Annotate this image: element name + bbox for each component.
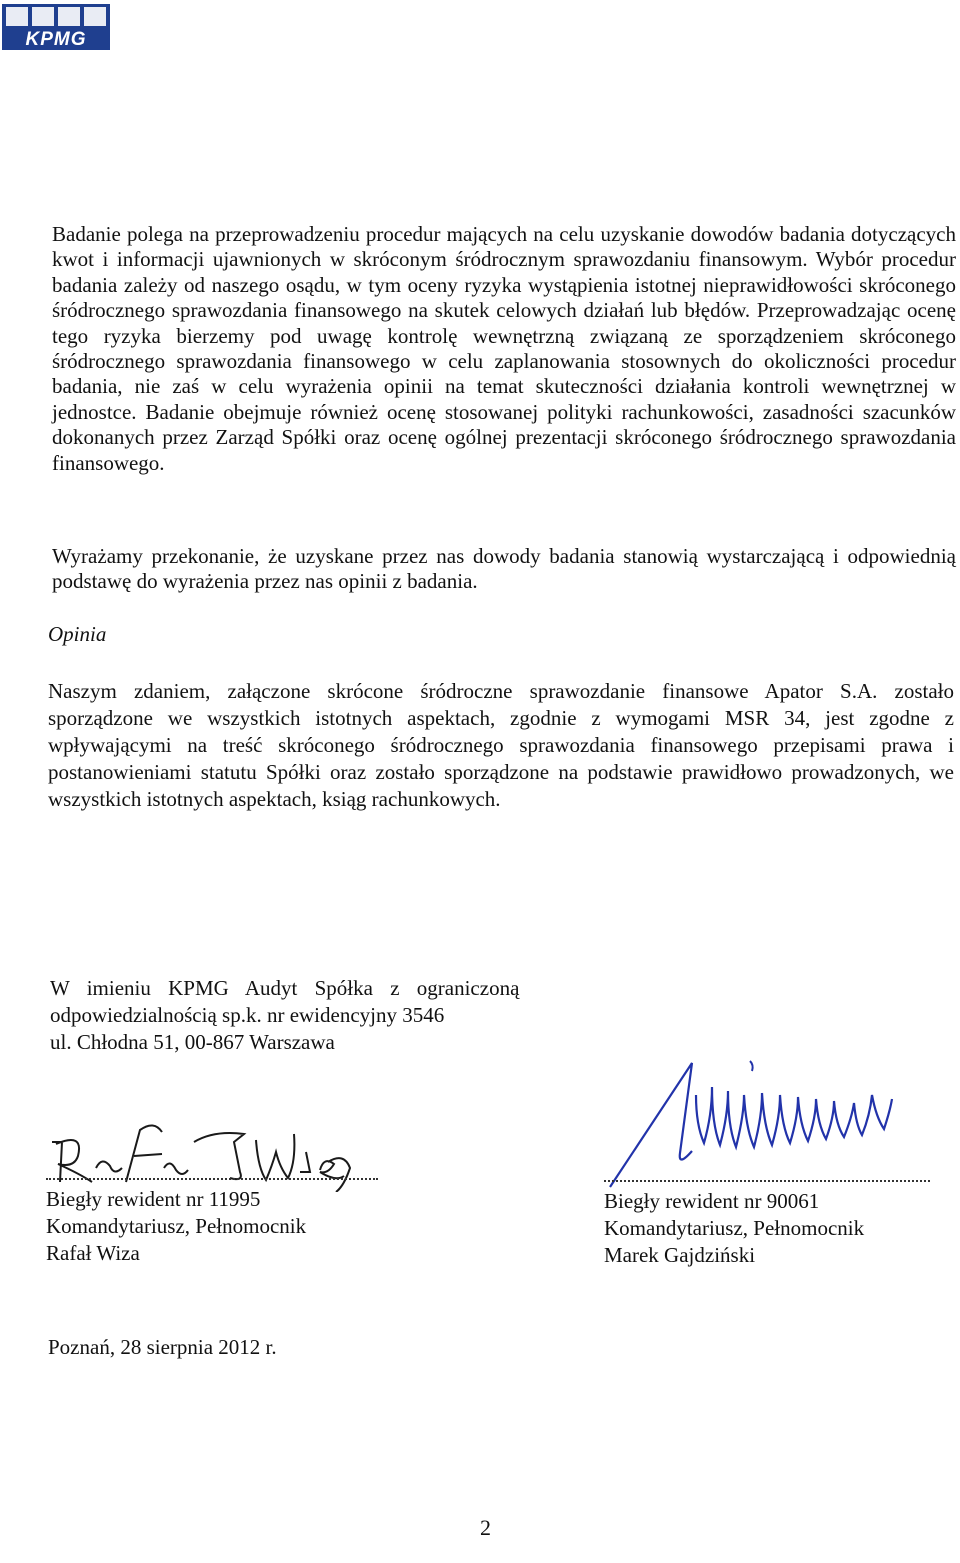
kpmg-logo	[2, 4, 110, 50]
signatory-left-title: Biegły rewident nr 11995	[46, 1187, 261, 1211]
page-number: 2	[480, 1515, 491, 1540]
firm-block	[50, 975, 610, 1056]
signatory-right-role: Komandytariusz, Pełnomocnik	[604, 1216, 865, 1240]
signatory-right-title: Biegły rewident nr 90061	[604, 1189, 820, 1213]
signatory-right-name: Marek Gajdziński	[604, 1243, 756, 1267]
evidence-paragraph: Wyrażamy przekonanie, że uzyskane przez nas dowody badania stanowią wystarczającą i odpowiednią podstawę do wyrażenia przez nas opinii z badania.	[52, 544, 956, 594]
signature-line	[46, 1178, 378, 1180]
audit-procedure-paragraph: Badanie polega na przeprowadzeniu procedur mających na celu uzyskanie dowodów badania dotyczących kwot i informacji ujawnionych w skróconym śródrocznym sprawozdaniu finansowym. Wybór procedur badania zależy od naszego osądu, w tym oceny ryzyka wystąpienia istotnej nieprawidłowości skróconego śródrocznego sprawozdania finansowego na skutek celowych działań lub błędów. Przeprowadzając ocenę tego ryzyka bierzemy pod uwagę kontrolę wewnętrzną związaną ze sporządzeniem skróconego śródrocznego sprawozdania finansowego w celu zaplanowania stosownych do okoliczności procedur badania, nie zaś w celu wyrażenia opinii na temat skuteczności działania kontroli wewnętrznej w jednostce. Badanie obejmuje również ocenę stosowanej polityki rachunkowości, zasadności szacunków dokonanych przez Zarząd Spółki oraz ocenę ogólnej prezentacji skróconego śródrocznego sprawozdania finansowego.	[52, 222, 956, 475]
signature-right	[600, 1055, 930, 1193]
firm-line-2: odpowiedzialnością sp.k. nr ewidencyjny 3546	[50, 1003, 445, 1027]
signature-line	[604, 1180, 930, 1182]
signatory-right	[604, 1180, 930, 1269]
place-date: Poznań, 28 sierpnia 2012 r.	[48, 1335, 277, 1359]
firm-line-3: ul. Chłodna 51, 00-867 Warszawa	[50, 1030, 335, 1054]
signatory-left-role: Komandytariusz, Pełnomocnik	[46, 1214, 307, 1238]
kpmg-logo-icon	[2, 4, 110, 50]
opinion-heading: Opinia	[48, 622, 107, 646]
svg-text:KPMG: KPMG	[25, 29, 87, 50]
signatory-left-name: Rafał Wiza	[46, 1241, 140, 1265]
signatory-left	[46, 1178, 378, 1267]
opinion-paragraph: Naszym zdaniem, załączone skrócone śródroczne sprawozdanie finansowe Apator S.A. zostało sporządzone we wszystkich istotnych aspektach, zgodnie z wymogami MSR 34, jest zgodne z wpływającymi na treść skróconego śródrocznego sprawozdania finansowego przepisami prawa i postanowieniami statutu Spółki oraz zostało sporządzone na podstawie prawidłowo prowadzonych, we wszystkich istotnych aspektach, ksiąg rachunkowych.	[48, 679, 954, 811]
firm-line-1: W imieniu KPMG Audyt Spółka z ograniczoną	[50, 976, 520, 1000]
